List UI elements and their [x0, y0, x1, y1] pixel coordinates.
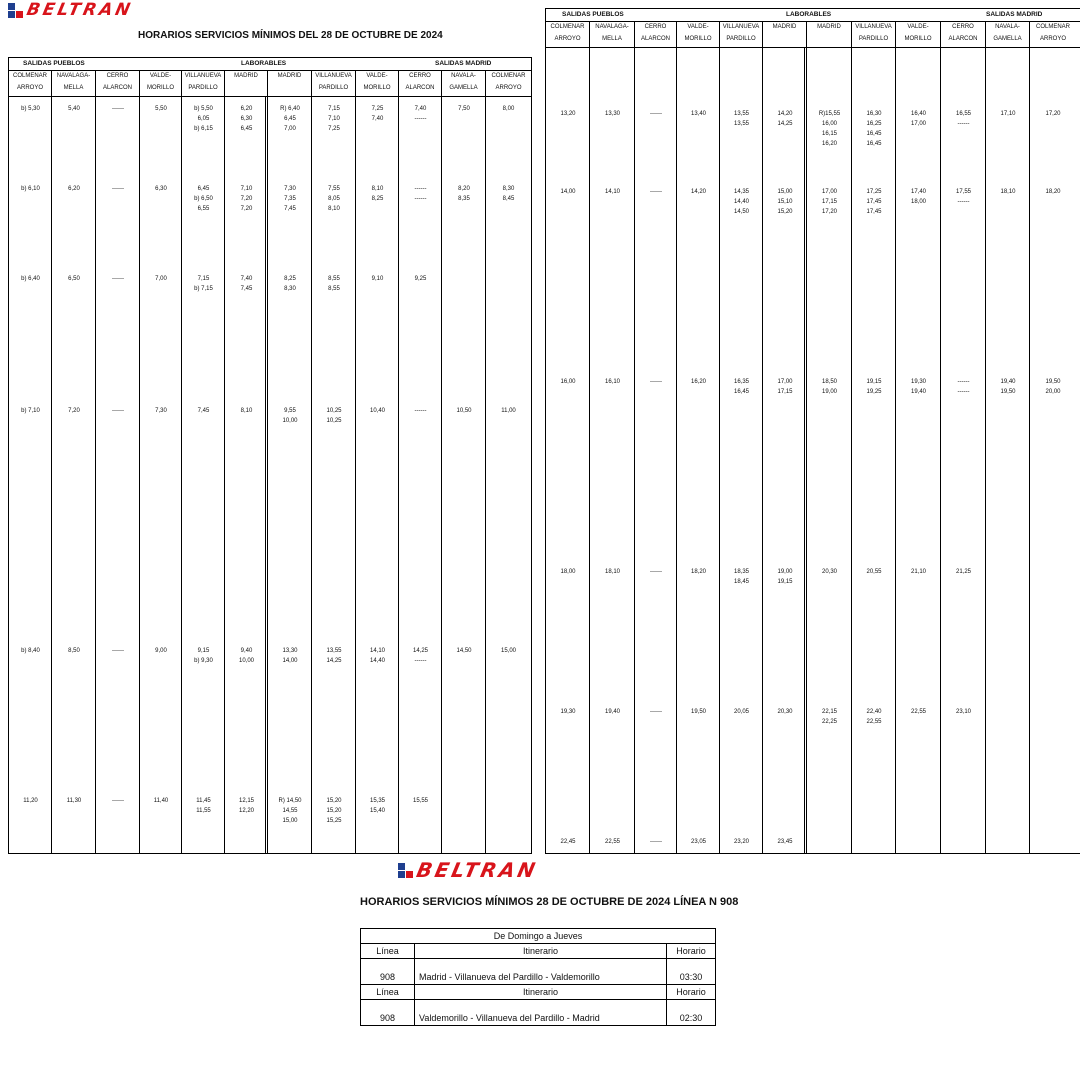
time-cell: 14,10 14,40	[369, 648, 385, 664]
time-cell: 10,25 10,25	[326, 408, 342, 424]
time-cell: 21,10	[910, 569, 926, 575]
column-header: VILLANUEVA PARDILLO	[182, 70, 225, 96]
column-body	[9, 96, 52, 853]
time-cell: 22,55	[604, 839, 620, 845]
row-time: 03:30	[667, 959, 716, 985]
time-cell: 16,55 ------	[955, 111, 971, 127]
left-column-headers	[9, 70, 531, 97]
time-cell: 18,10	[604, 569, 620, 575]
time-cell: 11,30	[66, 798, 82, 804]
header-itinerary: Itinerario	[415, 985, 667, 1000]
time-cell: 8,10	[240, 408, 253, 414]
time-cell: 19,40 19,50	[1000, 379, 1016, 395]
column-body	[677, 47, 720, 853]
time-cell: 7,55 8,05 8,10	[328, 186, 340, 212]
column-body	[941, 47, 986, 853]
time-cell: 8,00	[502, 106, 515, 112]
left-schedule-table	[8, 57, 532, 854]
time-cell: b) 6,10	[21, 186, 40, 192]
time-cell: 13,20	[560, 111, 576, 117]
column-body	[486, 96, 531, 853]
column-header: COLMENAR ARROYO	[1035, 24, 1070, 42]
time-cell: 14,20	[690, 189, 706, 195]
group-label: SALIDAS PUEBLOS	[23, 60, 85, 67]
row-itinerary: Madrid - Villanueva del Pardillo - Valdemorillo	[415, 959, 667, 985]
time-cell: 8,20 8,35	[458, 186, 470, 202]
time-cell: 19,00 19,15	[777, 569, 793, 585]
time-cell: 8,50	[68, 648, 80, 654]
time-cell: 10,50	[456, 408, 472, 414]
time-cell: ------	[414, 408, 427, 414]
time-cell: 16,40 17,00	[910, 111, 926, 127]
time-cell: 19,50	[690, 709, 706, 715]
time-cell: ------	[650, 709, 662, 715]
time-cell: R) 6,40 6,45 7,00	[280, 106, 300, 132]
column-body	[590, 47, 635, 853]
time-cell: 15,55	[412, 798, 428, 804]
time-cell: 6,20	[68, 186, 80, 192]
line908-table	[360, 928, 716, 1026]
time-cell: 18,35 18,45	[733, 569, 749, 585]
time-cell: 7,25 7,40	[371, 106, 384, 122]
time-cell: 8,30 8,45	[502, 186, 515, 202]
column-header: VALDE- MORILLO	[356, 70, 399, 96]
column-header: CERRO ALARCON	[941, 21, 986, 47]
time-cell: 18,10	[1000, 189, 1016, 195]
row-line: 908	[361, 1000, 415, 1026]
time-cell: ------	[650, 111, 662, 117]
column-header: VALDE- MORILLO	[896, 21, 941, 47]
time-cell: 11,20	[23, 798, 38, 804]
time-cell: 16,00	[560, 379, 576, 385]
beltran-logo	[8, 0, 133, 20]
column-body	[852, 47, 896, 853]
column-body	[635, 47, 677, 853]
time-cell: 7,50	[458, 106, 470, 112]
column-body	[986, 47, 1030, 853]
time-cell: b) 5,30	[21, 106, 40, 112]
right-column-headers	[546, 21, 1080, 48]
row-itinerary: Valdemorillo - Villanueva del Pardillo - Madrid	[415, 1000, 667, 1026]
time-cell: 17,00 17,15 17,20	[821, 189, 837, 215]
time-cell: 11,45 11,55	[196, 798, 211, 814]
right-schedule-table	[545, 8, 1080, 854]
column-body	[1030, 47, 1076, 853]
time-cell: 20,55	[866, 569, 882, 575]
header-line: Línea	[361, 985, 415, 1000]
time-cell: 7,45	[197, 408, 210, 414]
column-body	[896, 47, 941, 853]
column-body	[399, 96, 442, 853]
column-header: COLMENAR ARROYO	[546, 21, 590, 47]
column-header: NAVALAGA- MELLA	[52, 70, 96, 96]
column-header: MADRID	[763, 21, 807, 47]
column-header: MADRID	[225, 70, 268, 96]
left-title: HORARIOS SERVICIOS MÍNIMOS DEL 28 DE OCTUBRE DE 2024	[138, 30, 443, 41]
time-cell: 22,40 22,55	[866, 709, 882, 725]
column-body	[720, 47, 763, 853]
period-label: De Domingo a Jueves	[361, 929, 716, 944]
time-cell: ------	[112, 106, 124, 112]
column-body	[546, 47, 590, 853]
time-cell: ------	[112, 408, 124, 414]
column-header: NAVALAGA- MELLA	[590, 21, 635, 47]
time-cell: 7,40 ------	[414, 106, 427, 122]
time-cell: 19,30	[560, 709, 576, 715]
time-cell: 7,00	[155, 276, 167, 282]
time-cell: 23,10	[955, 709, 971, 715]
column-body	[356, 96, 399, 853]
time-cell: 22,55	[910, 709, 926, 715]
column-header: COLMENAR ARROYO	[491, 73, 526, 91]
column-header: NAVALA- GAMELLA	[986, 21, 1030, 47]
column-header: CERRO ALARCON	[399, 70, 442, 96]
time-cell: 11,40	[153, 798, 169, 804]
column-header: VILLANUEVA PARDILLO	[852, 21, 896, 47]
time-cell: 15,00 15,10 15,20	[777, 189, 793, 215]
time-cell: 14,50	[456, 648, 472, 654]
time-cell: ------ ------	[414, 186, 427, 202]
time-cell: 23,20	[733, 839, 749, 845]
time-cell: 14,25 ------	[412, 648, 428, 664]
column-header: VILLANUEVA PARDILLO	[720, 21, 763, 47]
beltran-logo-bottom	[398, 858, 541, 882]
time-cell: 9,00	[155, 648, 167, 654]
time-cell: 20,30	[777, 709, 793, 715]
time-cell: 18,50 19,00	[821, 379, 837, 395]
time-cell: 5,40	[68, 106, 80, 112]
column-header: COLMENAR ARROYO	[9, 70, 52, 96]
time-cell: 6,45 b) 6,50 6,55	[194, 186, 213, 212]
time-cell: 14,10	[604, 189, 620, 195]
header-itinerary: Itinerario	[415, 944, 667, 959]
time-cell: 17,25 17,45 17,45	[866, 189, 882, 215]
column-body	[96, 96, 140, 853]
time-cell: 9,25	[414, 276, 427, 282]
column-header: CERRO ALARCON	[96, 70, 140, 96]
time-cell: 22,15 22,25	[821, 709, 837, 725]
time-cell: ------	[112, 186, 124, 192]
column-body	[52, 96, 96, 853]
time-cell: ------	[650, 839, 662, 845]
time-cell: R)15,55 16,00 16,15 16,20	[818, 111, 841, 147]
time-cell: 9,55 10,00	[282, 408, 298, 424]
time-cell: 7,30	[155, 408, 167, 414]
time-cell: 19,30 19,40	[910, 379, 926, 395]
time-cell: 20,05	[733, 709, 749, 715]
time-cell: 16,30 16,25 16,45 16,45	[866, 111, 882, 147]
group-label: SALIDAS PUEBLOS	[562, 11, 624, 18]
header-time: Horario	[667, 985, 716, 1000]
header-line: Línea	[361, 944, 415, 959]
time-cell: 21,25	[955, 569, 971, 575]
time-cell: 8,55 8,55	[328, 276, 340, 292]
time-cell: 16,35 16,45	[733, 379, 749, 395]
time-cell: 9,15 b) 9,30	[194, 648, 213, 664]
group-label: LABORABLES	[786, 11, 832, 18]
column-body	[763, 47, 807, 853]
time-cell: 7,20	[68, 408, 80, 414]
time-cell: 22,45	[560, 839, 576, 845]
time-cell: 17,10	[1000, 111, 1016, 117]
column-header: NAVALA- GAMELLA	[442, 70, 486, 96]
time-cell: 11,00	[501, 408, 516, 414]
time-cell: 14,20 14,25	[777, 111, 793, 127]
row-time: 02:30	[667, 1000, 716, 1026]
time-cell: b) 5,50 6,05 b) 6,15	[194, 106, 213, 132]
time-cell: ------	[650, 379, 662, 385]
column-header: CERRO ALARCON	[635, 21, 677, 47]
line908-title: HORARIOS SERVICIOS MÍNIMOS 28 DE OCTUBRE DE 2024 LÍNEA N 908	[360, 896, 739, 908]
time-cell: 6,50	[68, 276, 80, 282]
time-cell: 18,00	[560, 569, 576, 575]
time-cell: ------	[112, 276, 124, 282]
time-cell: ------	[650, 189, 662, 195]
logo-text: BELTRAN	[24, 0, 135, 20]
header-time: Horario	[667, 944, 716, 959]
time-cell: 19,40	[604, 709, 620, 715]
time-cell: 13,40	[690, 111, 706, 117]
time-cell: 17,40 18,00	[910, 189, 926, 205]
column-header: VALDE- MORILLO	[140, 70, 182, 96]
column-header: VALDE- MORILLO	[677, 21, 720, 47]
logo-squares-icon	[398, 863, 413, 878]
logo-squares-icon	[8, 3, 23, 18]
time-cell: ------	[650, 569, 662, 575]
time-cell: b) 6,40	[21, 276, 40, 282]
time-cell: 18,20	[690, 569, 706, 575]
time-cell: 8,10 8,25	[371, 186, 384, 202]
group-label: LABORABLES	[241, 60, 287, 67]
time-cell: 15,20 15,20 15,25	[326, 798, 342, 824]
group-label: SALIDAS MADRID	[435, 60, 492, 67]
time-cell: 9,40 10,00	[238, 648, 254, 664]
group-label: SALIDAS MADRID	[986, 11, 1043, 18]
time-cell: b) 8,40	[21, 648, 40, 654]
time-cell: 7,40 7,45	[240, 276, 253, 292]
time-cell: 13,30 14,00	[282, 648, 298, 664]
time-cell: 17,20	[1045, 111, 1061, 117]
time-cell: 19,50 20,00	[1045, 379, 1061, 395]
time-cell: 10,40	[369, 408, 385, 414]
time-cell: 16,10	[604, 379, 620, 385]
time-cell: 12,15 12,20	[238, 798, 254, 814]
column-body	[807, 47, 852, 853]
time-cell: 13,55 14,25	[326, 648, 342, 664]
time-cell: 9,10	[371, 276, 384, 282]
time-cell: b) 7,10	[21, 408, 40, 414]
time-cell: 7,30 7,35 7,45	[284, 186, 296, 212]
time-cell: R) 14,50 14,55 15,00	[278, 798, 302, 824]
time-cell: 7,10 7,20 7,20	[240, 186, 253, 212]
column-body	[442, 96, 486, 853]
row-line: 908	[361, 959, 415, 985]
time-cell: 23,45	[777, 839, 793, 845]
time-cell: ------	[112, 648, 124, 654]
time-cell: 19,15 19,25	[866, 379, 882, 395]
time-cell: 15,35 15,40	[369, 798, 385, 814]
time-cell: 7,15 7,10 7,25	[328, 106, 340, 132]
time-cell: 20,30	[821, 569, 837, 575]
column-header: MADRID	[268, 70, 312, 96]
time-cell: 6,20 6,30 6,45	[240, 106, 253, 132]
right-body	[546, 47, 1080, 853]
column-header: VILLANUEVA PARDILLO	[312, 70, 356, 96]
logo-text: BELTRAN	[414, 858, 541, 882]
time-cell: 14,35 14,40 14,50	[733, 189, 749, 215]
time-cell: 7,15 b) 7,15	[194, 276, 213, 292]
time-cell: 18,20	[1045, 189, 1061, 195]
time-cell: 8,25 8,30	[284, 276, 296, 292]
time-cell: 16,20	[690, 379, 706, 385]
time-cell: 15,00	[500, 648, 516, 654]
time-cell: 17,00 17,15	[777, 379, 793, 395]
column-header: MADRID	[807, 21, 852, 47]
time-cell: 14,00	[560, 189, 576, 195]
time-cell: 23,05	[690, 839, 706, 845]
time-cell: 6,30	[155, 186, 167, 192]
time-cell: 13,30	[604, 111, 620, 117]
time-cell: ------ ------	[957, 379, 970, 395]
time-cell: 13,55 13,55	[733, 111, 749, 127]
time-cell: 17,55 ------	[955, 189, 971, 205]
time-cell: 5,50	[155, 106, 167, 112]
time-cell: ------	[112, 798, 124, 804]
column-body	[140, 96, 182, 853]
